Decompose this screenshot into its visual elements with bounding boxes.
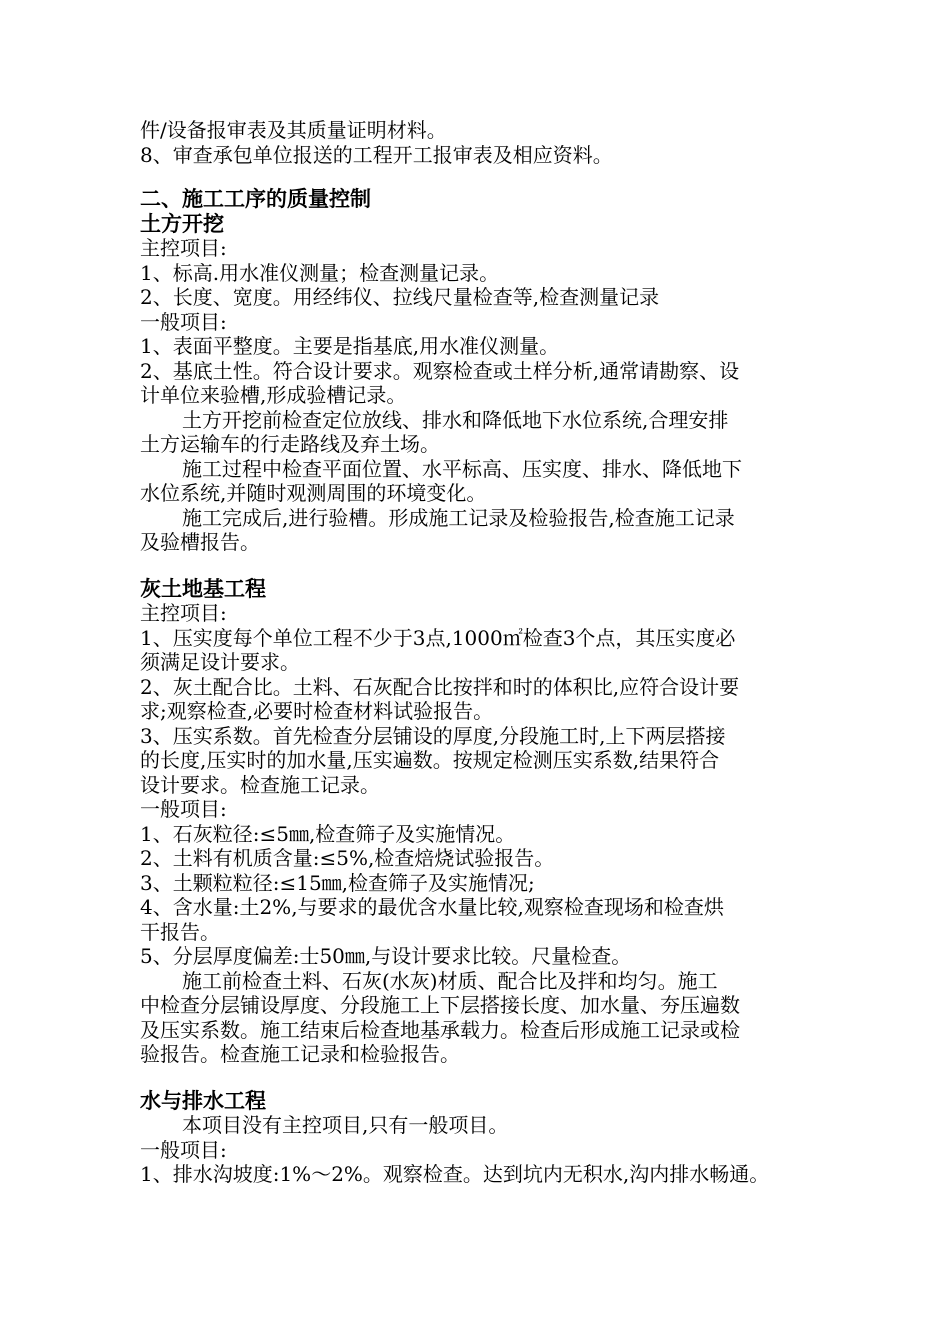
list-item: 5、分层厚度偏差:士50㎜,与设计要求比较。尺量检查。 <box>140 944 632 968</box>
paragraph-line: 土方开挖前检查定位放线、排水和降低地下水位系统,合理安排 <box>182 407 729 432</box>
paragraph-line: 中检查分层铺设厚度、分段施工上下层搭接长度、加水量、夯压遍数 <box>140 993 740 1017</box>
paragraph-line: 施工完成后,进行验槽。形成施工记录及检验报告,检查施工记录 <box>182 505 735 530</box>
list-item: 1、压实度每个单位工程不少于3点,1000㎡检查3个点，其压实度必 <box>140 625 736 650</box>
text-line: 8、审查承包单位报送的工程开工报审表及相应资料。 <box>140 142 613 167</box>
list-item: 求;观察检查,必要时检查材料试验报告。 <box>140 699 494 723</box>
list-item: 2、土料有机质含量:≤5%,检查焙烧试验报告。 <box>140 846 555 870</box>
list-item: 2、灰土配合比。土料、石灰配合比按拌和时的体积比,应符合设计要 <box>140 674 740 699</box>
list-item: 的长度,压实时的加水量,压实遍数。按规定检测压实系数,结果符合 <box>140 748 720 772</box>
main-items-label: 主控项目: <box>140 236 227 260</box>
paragraph-line: 施工前检查土料、石灰(水灰)材质、配合比及拌和均匀。施工 <box>182 968 718 993</box>
list-item: 计单位来验槽,形成验槽记录。 <box>140 383 407 407</box>
document-page <box>140 118 820 1187</box>
list-item: 4、含水量:土2%,与要求的最优含水量比较,观察检查现场和检查烘 <box>140 895 724 919</box>
list-item: 须满足设计要求。 <box>140 650 300 674</box>
list-item: 2、基底土性。符合设计要求。观察检查或土样分析,通常请勘察、设 <box>140 358 740 383</box>
subsection-heading-earthwork: 土方开挖 <box>140 211 224 236</box>
main-items-label: 主控项目: <box>140 601 227 625</box>
paragraph-line: 及压实系数。施工结束后检查地基承载力。检查后形成施工记录或检 <box>140 1017 740 1042</box>
subsection-heading-drainage: 水与排水工程 <box>140 1088 266 1113</box>
subsection-heading-lime-soil: 灰土地基工程 <box>140 576 266 601</box>
paragraph-line: 水位系统,并随时观测周围的环境变化。 <box>140 481 487 505</box>
paragraph-line: 验报告。检查施工记录和检验报告。 <box>140 1042 460 1066</box>
list-item: 干报告。 <box>140 919 220 944</box>
list-item: 3、压实系数。首先检查分层铺设的厚度,分段施工时,上下两层搭接 <box>140 723 726 748</box>
paragraph-line: 土方运输车的行走路线及弃土场。 <box>140 432 440 456</box>
general-items-label: 一般项目: <box>140 1137 227 1162</box>
list-item: 1、石灰粒径:≤5㎜,检查筛子及实施情况。 <box>140 821 516 846</box>
paragraph-line: 施工过程中检查平面位置、水平标高、压实度、排水、降低地下 <box>182 456 742 481</box>
text-line: 件/设备报审表及其质量证明材料。 <box>140 118 447 142</box>
list-item: 1、排水沟坡度:1%～2%。观察检查。达到坑内无积水,沟内排水畅通。 <box>140 1162 770 1186</box>
paragraph-line: 及验槽报告。 <box>140 530 260 554</box>
list-item: 3、土颗粒粒径:≤15㎜,检查筛子及实施情况; <box>140 870 535 895</box>
general-items-label: 一般项目: <box>140 309 227 334</box>
list-item: 2、长度、宽度。用经纬仪、拉线尺量检查等,检查测量记录 <box>140 285 660 309</box>
list-item: 1、标高.用水准仪测量；检查测量记录。 <box>140 260 500 285</box>
list-item: 1、表面平整度。主要是指基底,用水准仪测量。 <box>140 334 560 358</box>
paragraph-line: 本项目没有主控项目,只有一般项目。 <box>182 1113 509 1137</box>
general-items-label: 一般项目: <box>140 797 227 821</box>
list-item: 设计要求。检查施工记录。 <box>140 772 380 797</box>
section-heading: 二、施工工序的质量控制 <box>140 187 371 211</box>
